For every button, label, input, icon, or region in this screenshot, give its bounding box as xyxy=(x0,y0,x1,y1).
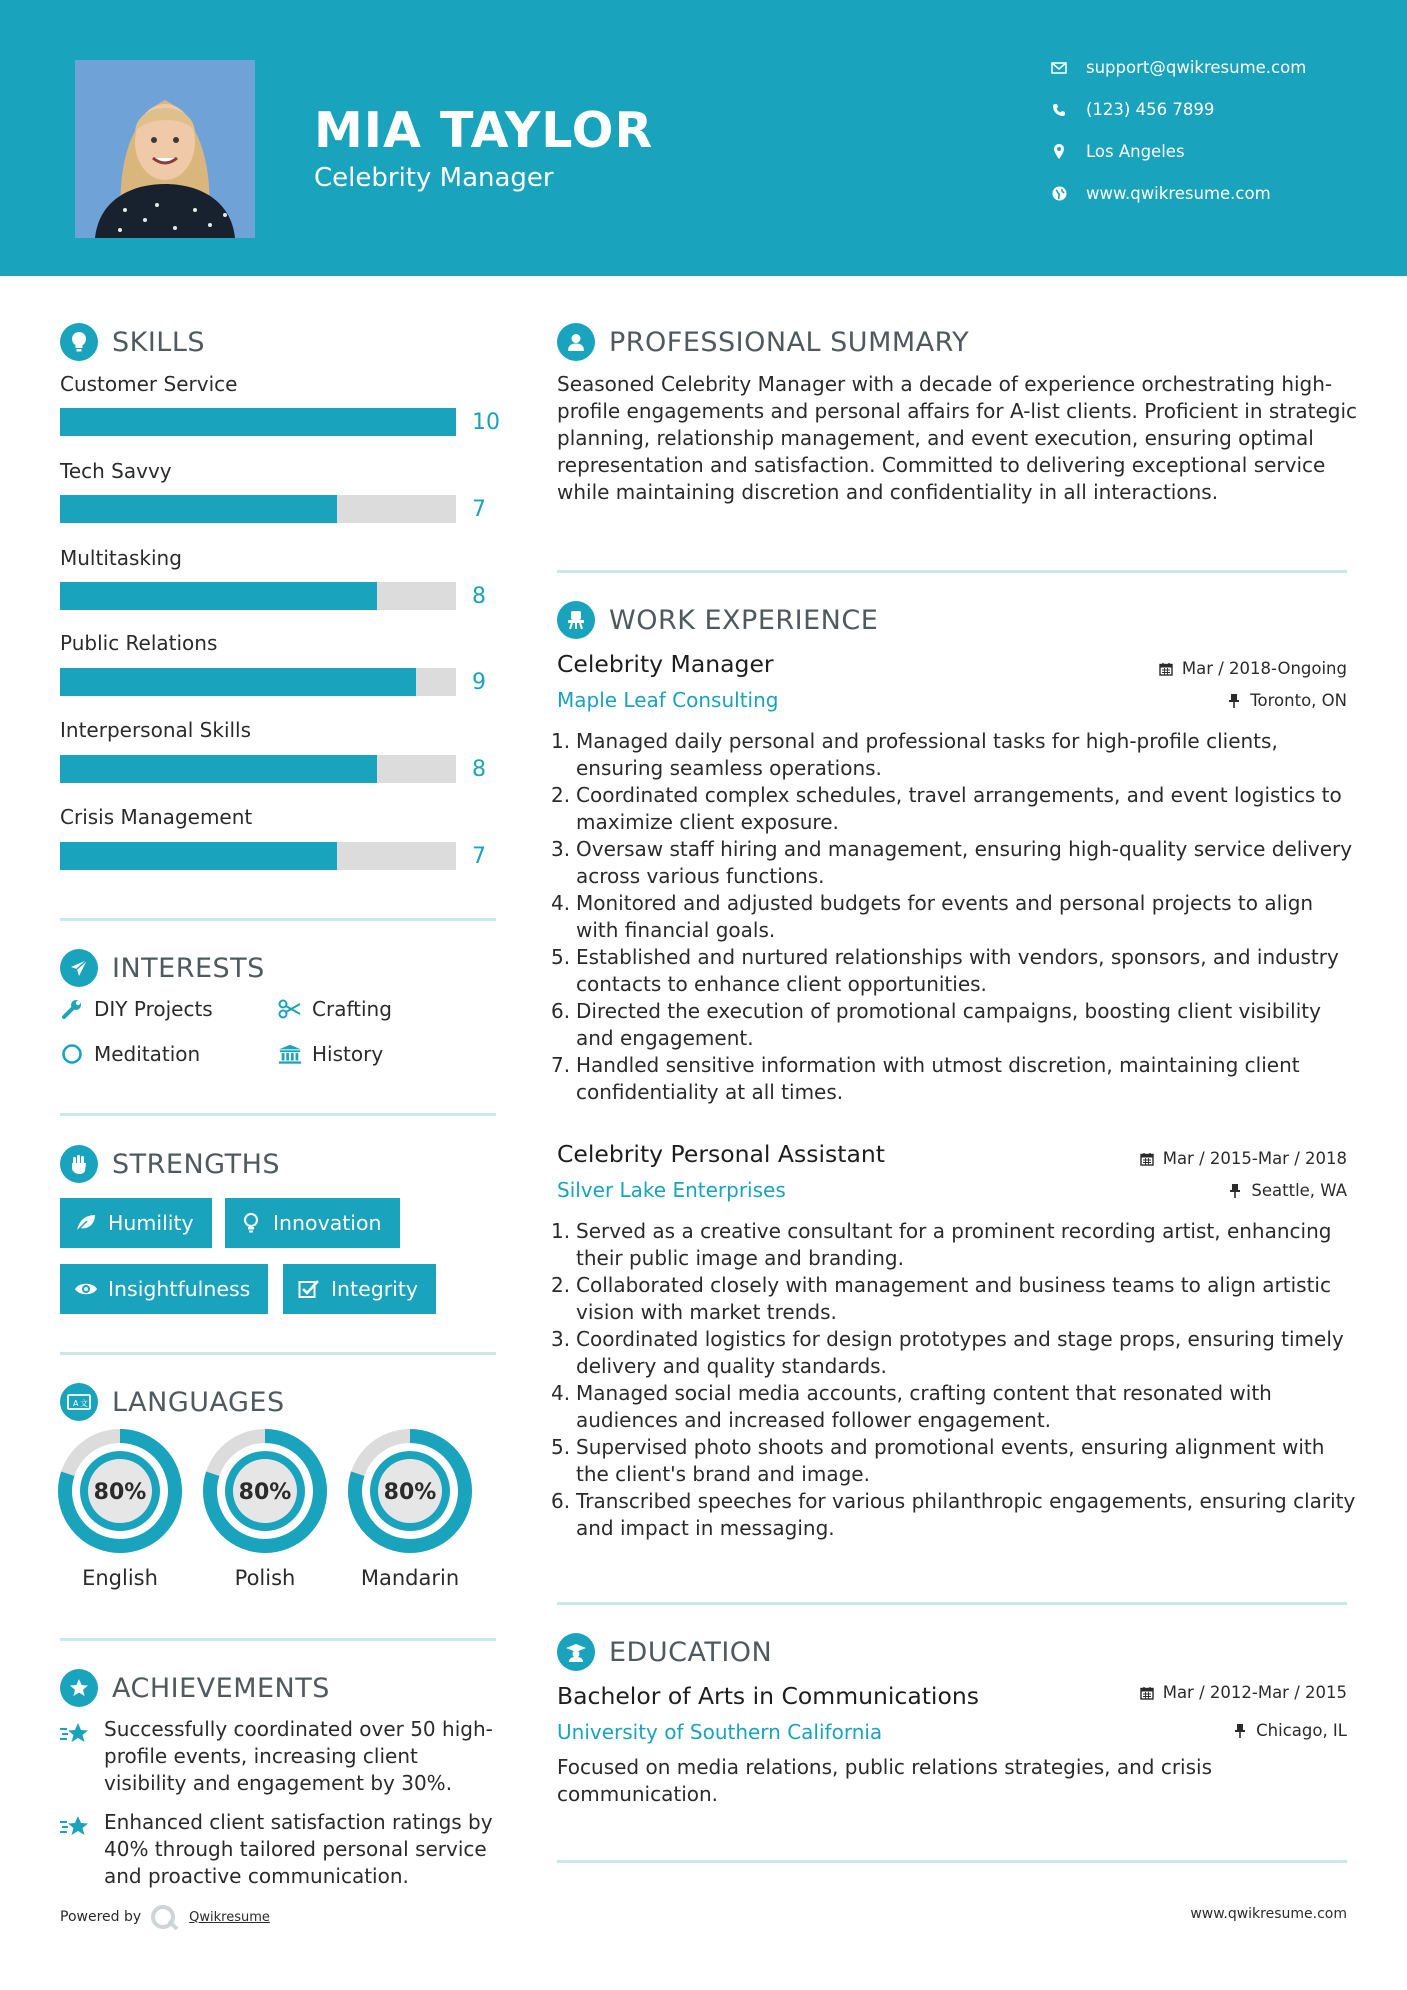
bullet-item: 5. Established and nurtured relationships with vendors, sponsors, and industry contacts to enhance client opportunities. xyxy=(551,945,1339,996)
skill-label: Multitasking xyxy=(60,546,182,570)
footer-website[interactable]: www.qwikresume.com xyxy=(1190,1906,1347,1922)
phone-icon xyxy=(1050,101,1068,119)
bullet-item: 1. Served as a creative consultant for a prominent recording artist, enhancing their public image and branding. xyxy=(551,1219,1332,1270)
candidate-name: MIA TAYLOR xyxy=(314,102,654,159)
education-dates: Mar / 2012-Mar / 2015 xyxy=(1139,1683,1347,1702)
interests-heading: INTERESTS xyxy=(60,949,265,987)
wrench-icon xyxy=(60,997,84,1021)
job-bullets xyxy=(551,728,1357,1106)
job-bullets xyxy=(551,1218,1357,1542)
interest-item: Meditation xyxy=(60,1042,200,1066)
contact-email-text: support@qwikresume.com xyxy=(1086,58,1307,77)
contact-website-text: www.qwikresume.com xyxy=(1086,184,1271,203)
summary-text: Seasoned Celebrity Manager with a decade of experience orchestrating high-profile engagements and personal affairs for A-list clients. Proficient in strategic planning, relationship management, and event execution, ensuring optimal representation and satisfaction. Committed to delivering exceptional service while maintaining discretion and confidentiality in all interactions. xyxy=(557,372,1357,504)
skill-value: 8 xyxy=(472,757,486,782)
star-icon xyxy=(58,1813,92,1845)
bullet-item: 3. Oversaw staff hiring and management, ensuring high-quality service delivery across various functions. xyxy=(551,837,1353,888)
job-location: Toronto, ON xyxy=(1226,691,1347,710)
user-icon xyxy=(557,323,595,361)
section-divider xyxy=(60,918,496,921)
contact-email[interactable] xyxy=(1050,58,1306,77)
strength-chip: Humility xyxy=(60,1198,212,1248)
language-donut xyxy=(203,1429,327,1557)
pushpin-icon xyxy=(1232,1723,1248,1739)
school-name: University of Southern California xyxy=(557,1720,883,1744)
skill-bar-fill xyxy=(60,668,416,696)
qwikresume-logo-icon xyxy=(149,1903,181,1931)
achievement-item: Enhanced client satisfaction ratings by 40% through tailored personal service and proactive communication. xyxy=(104,1810,493,1888)
calendar-icon xyxy=(1139,1151,1155,1167)
language-donut xyxy=(348,1429,472,1557)
lightbulb-icon xyxy=(239,1211,263,1235)
calendar-icon xyxy=(1158,661,1174,677)
contact-location-text: Los Angeles xyxy=(1086,142,1185,161)
envelope-icon xyxy=(1050,59,1068,77)
paper-plane-icon xyxy=(60,949,98,987)
language-donut xyxy=(58,1429,182,1557)
profile-photo xyxy=(75,60,255,238)
skill-bar xyxy=(60,668,456,696)
eye-icon xyxy=(74,1277,98,1301)
language-icon xyxy=(60,1383,98,1421)
skill-bar-fill xyxy=(60,842,337,870)
job-dates: Mar / 2018-Ongoing xyxy=(1158,659,1347,678)
hand-icon xyxy=(60,1145,98,1183)
language-percent: 80% xyxy=(383,1480,437,1505)
strength-chip: Integrity xyxy=(283,1264,436,1314)
star-icon xyxy=(58,1720,92,1752)
skill-label: Crisis Management xyxy=(60,805,253,829)
section-divider xyxy=(557,1860,1347,1863)
experience-heading: WORK EXPERIENCE xyxy=(557,601,878,639)
company-name: Maple Leaf Consulting xyxy=(557,688,779,712)
job-title: Celebrity Manager xyxy=(557,650,774,678)
bullet-item: 5. Supervised photo shoots and promotional events, ensuring alignment with the client's brand and image. xyxy=(551,1435,1325,1486)
contact-website[interactable] xyxy=(1050,184,1271,203)
skill-bar-fill xyxy=(60,408,456,436)
skill-bar xyxy=(60,755,456,783)
skills-heading: SKILLS xyxy=(60,323,205,361)
section-divider xyxy=(557,570,1347,573)
bullet-item: 4. Managed social media accounts, crafting content that resonated with audiences and increased follower engagement. xyxy=(551,1381,1272,1432)
skill-label: Customer Service xyxy=(60,372,238,396)
pushpin-icon xyxy=(1227,1183,1243,1199)
strength-chip: Innovation xyxy=(225,1198,400,1248)
contact-phone[interactable] xyxy=(1050,100,1214,119)
interest-item: History xyxy=(278,1042,383,1066)
leaf-icon xyxy=(74,1211,98,1235)
bullet-item: 6. Transcribed speeches for various philanthropic engagements, ensuring clarity and impact in messaging. xyxy=(551,1489,1356,1540)
degree-title: Bachelor of Arts in Communications xyxy=(557,1682,979,1710)
bullet-item: 2. Collaborated closely with management and business teams to align artistic vision with market trends. xyxy=(551,1273,1331,1324)
interest-item: DIY Projects xyxy=(60,997,213,1021)
language-percent: 80% xyxy=(93,1480,147,1505)
institution-icon xyxy=(278,1042,302,1066)
location-pin-icon xyxy=(1050,143,1068,161)
job-location: Seattle, WA xyxy=(1227,1181,1347,1200)
skill-value: 7 xyxy=(472,844,486,869)
interest-item: Crafting xyxy=(278,997,392,1021)
skill-value: 9 xyxy=(472,670,486,695)
skill-label: Public Relations xyxy=(60,631,218,655)
graduation-icon xyxy=(557,1633,595,1671)
bullet-item: 1. Managed daily personal and professional tasks for high-profile clients, ensuring seamless operations. xyxy=(551,729,1278,780)
scissors-icon xyxy=(278,997,302,1021)
skill-value: 7 xyxy=(472,497,486,522)
language-label: Mandarin xyxy=(360,1566,460,1590)
svg-text:文: 文 xyxy=(80,1399,88,1408)
contact-location xyxy=(1050,142,1185,161)
skill-bar xyxy=(60,842,456,870)
powered-by: Powered by Qwikresume xyxy=(60,1903,270,1931)
achievement-item: Successfully coordinated over 50 high-profile events, increasing client visibility and engagement by 30%. xyxy=(104,1717,493,1795)
skill-bar xyxy=(60,582,456,610)
skill-bar-fill xyxy=(60,495,337,523)
circle-icon xyxy=(60,1042,84,1066)
chair-icon xyxy=(557,601,595,639)
language-label: Polish xyxy=(234,1566,296,1590)
language-label: English xyxy=(82,1566,158,1590)
check-square-icon xyxy=(297,1277,321,1301)
company-name: Silver Lake Enterprises xyxy=(557,1178,786,1202)
lightbulb-icon xyxy=(60,323,98,361)
education-location: Chicago, IL xyxy=(1232,1721,1347,1740)
skill-label: Tech Savvy xyxy=(60,459,172,483)
skill-value: 8 xyxy=(472,584,486,609)
skill-bar xyxy=(60,408,456,436)
svg-text:A: A xyxy=(73,1399,79,1408)
qwikresume-link[interactable]: Qwikresume xyxy=(189,1909,270,1925)
candidate-title: Celebrity Manager xyxy=(314,163,554,193)
bullet-item: 6. Directed the execution of promotional campaigns, boosting client visibility and engagement. xyxy=(551,999,1321,1050)
calendar-icon xyxy=(1139,1685,1155,1701)
strengths-heading: STRENGTHS xyxy=(60,1145,280,1183)
star-badge-icon xyxy=(60,1669,98,1707)
bullet-item: 2. Coordinated complex schedules, travel arrangements, and event logistics to maximize client exposure. xyxy=(551,783,1342,834)
bullet-item: 7. Handled sensitive information with utmost discretion, maintaining client confidentiality at all times. xyxy=(551,1053,1300,1104)
language-percent: 80% xyxy=(238,1480,292,1505)
skill-bar-fill xyxy=(60,582,377,610)
strength-chip: Insightfulness xyxy=(60,1264,268,1314)
skill-label: Interpersonal Skills xyxy=(60,718,252,742)
summary-heading: PROFESSIONAL SUMMARY xyxy=(557,323,969,361)
section-divider xyxy=(60,1113,496,1116)
languages-heading: A 文 LANGUAGES xyxy=(60,1383,285,1421)
section-divider xyxy=(557,1602,1347,1605)
pushpin-icon xyxy=(1226,693,1242,709)
skill-bar-fill xyxy=(60,755,377,783)
bullet-item: 4. Monitored and adjusted budgets for events and personal projects to align with financial goals. xyxy=(551,891,1314,942)
section-divider xyxy=(60,1352,496,1355)
bullet-item: 3. Coordinated logistics for design prototypes and stage props, ensuring timely delivery and quality standards. xyxy=(551,1327,1344,1378)
contact-phone-text: (123) 456 7899 xyxy=(1086,100,1215,119)
skill-bar xyxy=(60,495,456,523)
job-title: Celebrity Personal Assistant xyxy=(557,1140,885,1168)
globe-icon xyxy=(1050,185,1068,203)
job-dates: Mar / 2015-Mar / 2018 xyxy=(1139,1149,1347,1168)
education-description: Focused on media relations, public relations strategies, and crisis communication. xyxy=(557,1755,1212,1806)
section-divider xyxy=(60,1638,496,1641)
achievements-heading: ACHIEVEMENTS xyxy=(60,1669,330,1707)
education-heading: EDUCATION xyxy=(557,1633,772,1671)
skill-value: 10 xyxy=(472,410,500,435)
